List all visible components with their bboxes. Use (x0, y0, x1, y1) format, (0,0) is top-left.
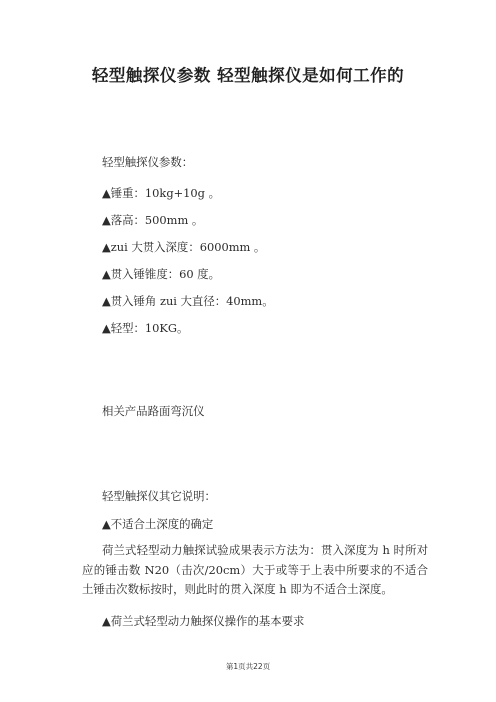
param-item: ▲锤重：10kg+10g 。 (102, 186, 220, 200)
param-item: ▲贯入锤角 zui 大直径：40mm。 (102, 294, 274, 308)
params-heading: 轻型触探仪参数： (102, 155, 194, 169)
body-paragraph: 荷兰式轻型动力触探试验成果表示方法为：贯入深度为 h 时所对应的锤击数 N20（击次/20cm）大于或等于上表中所要求的不适合土锤击次数标按时，则此时的贯入深度 h 即为不适合土深度。 (82, 543, 428, 596)
param-item: ▲轻型：10KG。 (102, 321, 189, 335)
param-item: ▲落高：500mm 。 (102, 213, 204, 227)
subheading-unsuitable-soil: ▲不适合土深度的确定 (102, 517, 214, 531)
related-product-text: 相关产品路面弯沉仪 (102, 404, 205, 418)
subheading-operation-requirements: ▲荷兰式轻型动力触探仪操作的基本要求 (102, 614, 305, 628)
page-footer: 第1页共22页 (225, 662, 271, 671)
param-item: ▲zui 大贯入深度：6000mm 。 (102, 240, 266, 254)
other-heading: 轻型触探仪其它说明： (102, 489, 216, 503)
document-title: 轻型触探仪参数 轻型触探仪是如何工作的 (91, 66, 405, 85)
param-item: ▲贯入锤锥度：60 度。 (102, 267, 221, 281)
